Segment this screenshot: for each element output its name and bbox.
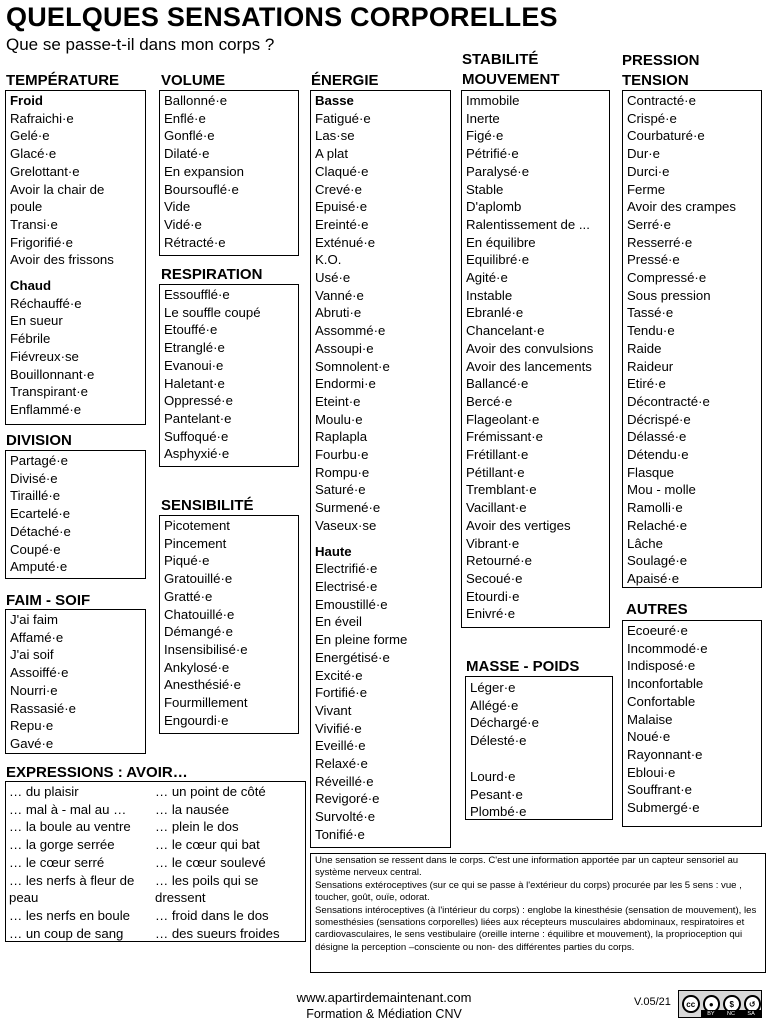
list-item: Assoiffé·e: [10, 665, 69, 681]
list-item: Soulagé·e: [627, 553, 688, 569]
list-item: Frigorifié·e: [10, 234, 74, 250]
list-item: Vivant: [315, 702, 352, 718]
expression-item: … le cœur soulevé: [155, 854, 266, 870]
list-item: Tassé·e: [627, 305, 674, 321]
list-item: Assommé·e: [315, 323, 386, 339]
expression-item: … du plaisir: [9, 784, 79, 799]
list-item: Stable: [466, 181, 504, 197]
list-item: Raplapla: [315, 429, 368, 445]
list-item: Las·se: [315, 128, 355, 144]
list-item: Délesté·e: [470, 733, 527, 749]
definition-note: [310, 853, 766, 973]
section-title-autres: AUTRES: [626, 601, 688, 618]
list-item: Assoupi·e: [315, 340, 374, 356]
autres-list: [627, 622, 758, 817]
list-item: Décrispé·e: [627, 411, 691, 427]
list-item: Sous pression: [627, 287, 711, 303]
masse-poids-box: [465, 676, 613, 820]
list-item: Inerte: [466, 110, 500, 126]
list-item: Vidé·e: [164, 216, 202, 232]
list-item: Vivifié·e: [315, 720, 362, 736]
list-item: Détendu·e: [627, 447, 689, 463]
list-item: Ankylosé·e: [164, 659, 230, 675]
expression-item: … des sueurs froides: [155, 925, 280, 941]
list-item: Avoir des frissons: [10, 252, 114, 268]
list-item: Ebloui·e: [627, 764, 676, 780]
list-item: Fortifié·e: [315, 685, 368, 701]
list-item: Ebranlé·e: [466, 305, 524, 321]
list-item: Bouillonnant·e: [10, 366, 95, 382]
list-item: Flasque: [627, 464, 674, 480]
list-item: Ballonné·e: [164, 93, 228, 108]
list-item: Plombé·e: [470, 804, 527, 820]
expression-item: … un coup de sang: [9, 925, 124, 941]
list-item: Excité·e: [315, 667, 363, 683]
expression-item: … la gorge serrée: [9, 837, 115, 853]
expression-item: … mal à - mal au …: [9, 801, 127, 817]
license-labels: [701, 1010, 761, 1017]
list-item: Resserré·e: [627, 234, 693, 250]
list-item: Moulu·e: [315, 411, 363, 427]
note-paragraph: Une sensation se ressent dans le corps. C'est une information apportée par un capteur sensoriel au système nerveux central.: [315, 855, 739, 879]
list-item: Vanné·e: [315, 287, 364, 303]
list-item: Figé·e: [466, 128, 504, 144]
list-item: Avoir des convulsions: [466, 340, 594, 356]
note-paragraph: Sensations intéroceptives (à l'intérieur du corps) : englobe la kinesthésie (sensation de mouvement), les somesthésies (sensations corporelles) liées aux récepteurs musculaires abdominaux, respiratoires et cardiovasculaires, le sens vestibulaire (oreille interne : équilibre et mouvement), la proprioception qui désigne la perception –consciente ou non- des différentes parties du corps.: [315, 904, 757, 953]
list-item: Vacillant·e: [466, 500, 527, 516]
cc-license-badge[interactable]: [678, 990, 762, 1018]
group-heading: Froid: [10, 93, 43, 108]
list-item: Equilibré·e: [466, 252, 530, 268]
faim-soif-box: [5, 609, 146, 754]
list-item: A plat: [315, 146, 348, 162]
temperature-box: [5, 90, 146, 425]
temperature-cold-list: [10, 110, 142, 269]
list-item: Léger·e: [470, 680, 516, 695]
list-item: Electrifié·e: [315, 561, 378, 577]
list-item: Chatouillé·e: [164, 606, 235, 622]
list-item: En éveil: [315, 614, 362, 630]
list-item: Souffrant·e: [627, 782, 693, 798]
list-item: Energétisé·e: [315, 649, 390, 665]
list-item: Exténué·e: [315, 234, 376, 250]
list-item: Inconfortable: [627, 676, 704, 692]
list-item: Evanoui·e: [164, 357, 224, 373]
group-heading: Haute: [315, 543, 352, 559]
expressions-box: [5, 781, 306, 942]
list-item: Fourbu·e: [315, 447, 369, 463]
list-item: Détaché·e: [10, 523, 71, 539]
list-item: Réchauffé·e: [10, 295, 82, 311]
list-item: Divisé·e: [10, 470, 58, 486]
list-item: En pleine forme: [315, 632, 408, 648]
section-title-sensibilite: SENSIBILITÉ: [161, 497, 254, 514]
list-item: Lourd·e: [470, 768, 516, 784]
stabilite-list: [466, 92, 606, 623]
expression-item: … la boule au ventre: [9, 819, 131, 835]
sharealike-icon: ↺: [744, 995, 762, 1013]
list-item: Indisposé·e: [627, 658, 696, 674]
list-item: Avoir des lancements: [466, 358, 592, 374]
list-item: Contracté·e: [627, 93, 696, 108]
list-item: Durci·e: [627, 163, 670, 179]
list-item: Rompu·e: [315, 464, 370, 480]
energie-basse-list: [315, 110, 447, 535]
group-heading: Chaud: [10, 278, 52, 294]
volume-list: [164, 92, 295, 251]
list-item: Gratté·e: [164, 588, 213, 604]
list-item: En sueur: [10, 313, 63, 329]
list-item: Mou - molle: [627, 482, 696, 498]
list-item: Gavé·e: [10, 735, 54, 751]
list-item: Crevé·e: [315, 181, 362, 197]
list-item: Abruti·e: [315, 305, 362, 321]
section-title-mouvement: MOUVEMENT: [462, 71, 560, 88]
expression-item: … les poils qui se dressent: [155, 872, 259, 906]
list-item: Glacé·e: [10, 146, 57, 162]
list-item: Tiraillé·e: [10, 488, 61, 504]
list-item: Compressé·e: [627, 270, 707, 286]
list-item: Grelottant·e: [10, 163, 80, 179]
list-item: Délassé·e: [627, 429, 687, 445]
list-item: Bercé·e: [466, 393, 513, 409]
list-item: Amputé·e: [10, 559, 68, 575]
list-item: Boursouflé·e: [164, 181, 239, 197]
pression-list: [627, 92, 758, 588]
list-item: Asphyxié·e: [164, 446, 230, 462]
list-item: Insensibilisé·e: [164, 641, 248, 657]
page-subtitle: Que se passe-t-il dans mon corps ?: [6, 35, 275, 54]
list-item: Etranglé·e: [164, 340, 225, 356]
list-item: Pincement: [164, 535, 227, 551]
list-item: K.O.: [315, 252, 342, 268]
section-title-stabilite: STABILITÉ: [462, 51, 539, 68]
list-item: Fourmillement: [164, 695, 248, 711]
list-item: Lâche: [627, 535, 663, 551]
expression-item: … les nerfs à fleur de peau: [9, 872, 135, 906]
section-title-faim-soif: FAIM - SOIF: [6, 592, 91, 609]
list-item: Transpirant·e: [10, 384, 88, 400]
list-item: Eteint·e: [315, 393, 361, 409]
list-item: Le souffle coupé: [164, 304, 261, 320]
list-item: Survolté·e: [315, 809, 376, 825]
respiration-list: [164, 286, 295, 463]
license-label-by: BY: [707, 1010, 715, 1017]
list-item: Ralentissement de ...: [466, 216, 590, 232]
list-item: Fébrile: [10, 331, 51, 347]
page-title: QUELQUES SENSATIONS CORPORELLES: [6, 2, 558, 32]
list-item: J'ai faim: [10, 612, 58, 627]
list-item: Transi·e: [10, 216, 58, 232]
list-item: Retourné·e: [466, 553, 532, 569]
list-item: Usé·e: [315, 270, 351, 286]
division-list: [10, 452, 142, 576]
list-item: Secoué·e: [466, 570, 523, 586]
list-item: Nourri·e: [10, 682, 58, 698]
list-item: Essoufflé·e: [164, 287, 230, 302]
footer-website-link[interactable]: www.apartirdemaintenant.com: [296, 990, 472, 1005]
list-item: Claqué·e: [315, 163, 369, 179]
license-label-sa: SA: [747, 1010, 755, 1017]
section-title-energie: ÉNERGIE: [311, 72, 379, 89]
list-item: Partagé·e: [10, 453, 68, 468]
list-item: Engourdi·e: [164, 712, 229, 728]
list-item: Paralysé·e: [466, 163, 530, 179]
list-item: Immobile: [466, 93, 520, 108]
list-item: Chancelant·e: [466, 323, 545, 339]
list-item: Piqué·e: [164, 553, 210, 569]
list-item: Enivré·e: [466, 606, 516, 622]
list-item: Raide: [627, 340, 662, 356]
creative-commons-icon: cc: [682, 995, 700, 1013]
list-item: Gonflé·e: [164, 128, 215, 144]
list-item: Avoir la chair de poule: [10, 181, 105, 215]
list-item: Avoir des crampes: [627, 199, 736, 215]
expressions-col-2: [155, 783, 303, 942]
list-item: Ferme: [627, 181, 666, 197]
section-title-tension: TENSION: [622, 72, 689, 89]
list-item: Ramolli·e: [627, 500, 683, 516]
list-item: Enflammé·e: [10, 401, 82, 417]
list-item: Tendu·e: [627, 323, 675, 339]
list-item: Tremblant·e: [466, 482, 537, 498]
section-title-respiration: RESPIRATION: [161, 266, 263, 283]
list-item: Etiré·e: [627, 376, 666, 392]
expression-item: … froid dans le dos: [155, 907, 269, 923]
list-item: Rafraichi·e: [10, 110, 74, 126]
list-item: Oppressé·e: [164, 393, 233, 409]
license-label-nc: NC: [727, 1010, 735, 1017]
list-item: En expansion: [164, 163, 244, 179]
list-item: Somnolent·e: [315, 358, 390, 374]
list-item: Surmené·e: [315, 500, 381, 516]
sensibilite-box: [159, 515, 299, 734]
noncommercial-icon: $: [723, 995, 741, 1013]
temperature-hot-list: [10, 295, 142, 419]
list-item: Ereinté·e: [315, 216, 369, 232]
list-item: Serré·e: [627, 216, 671, 232]
list-item: Haletant·e: [164, 375, 225, 391]
list-item: Coupé·e: [10, 541, 61, 557]
list-item: Frétillant·e: [466, 447, 529, 463]
section-title-pression: PRESSION: [622, 52, 700, 69]
list-item: Gelé·e: [10, 128, 50, 144]
list-item: Ecartelé·e: [10, 506, 71, 522]
sensibilite-list: [164, 517, 295, 729]
list-item: Réveillé·e: [315, 773, 374, 789]
list-item: Agité·e: [466, 270, 508, 286]
list-item: Fatigué·e: [315, 110, 371, 126]
list-item: Endormi·e: [315, 376, 376, 392]
list-item: Pétillant·e: [466, 464, 525, 480]
list-item: Pesant·e: [470, 786, 523, 802]
list-item: Confortable: [627, 693, 696, 709]
list-item: Submergé·e: [627, 800, 700, 816]
stabilite-box: [461, 90, 610, 628]
list-item: Apaisé·e: [627, 570, 680, 586]
list-item: Incommodé·e: [627, 640, 708, 656]
list-item: Crispé·e: [627, 110, 677, 126]
list-item: Fiévreux·se: [10, 348, 79, 364]
note-paragraph: Sensations extéroceptives (sur ce qui se passe à l'extérieur du corps) procurée par les 5 sens : vue , toucher, goût, ouïe, odorat.: [315, 879, 742, 904]
list-item: Noué·e: [627, 729, 671, 745]
list-item: D'aplomb: [466, 199, 522, 215]
expression-item: … le cœur qui bat: [155, 837, 260, 853]
list-item: Revigoré·e: [315, 791, 380, 807]
list-item: Suffoqué·e: [164, 428, 229, 444]
expressions-col-1: [9, 783, 154, 942]
footer-tagline: Formation & Médiation CNV: [306, 1007, 462, 1021]
expression-item: … le cœur serré: [9, 854, 105, 870]
list-item: Pantelant·e: [164, 410, 232, 426]
list-item: Décontracté·e: [627, 393, 710, 409]
list-item: Avoir des vertiges: [466, 517, 571, 533]
section-title-temperature: TEMPÉRATURE: [6, 72, 120, 89]
list-item: Malaise: [627, 711, 673, 727]
list-item: Démangé·e: [164, 624, 233, 640]
list-item: Ballancé·e: [466, 376, 529, 392]
list-item: Vide: [164, 199, 191, 215]
energie-box: [310, 90, 451, 848]
section-title-volume: VOLUME: [161, 72, 226, 89]
list-item: Picotement: [164, 518, 230, 533]
respiration-box: [159, 284, 299, 467]
list-item: Etourdi·e: [466, 588, 520, 604]
energie-haute-list: [315, 560, 447, 843]
list-item: Enflé·e: [164, 110, 206, 126]
list-item: Raideur: [627, 358, 674, 374]
section-title-expressions: EXPRESSIONS : AVOIR…: [6, 764, 188, 781]
list-item: J'ai soif: [10, 647, 54, 663]
list-item: Pressé·e: [627, 252, 680, 268]
list-item: Etouffé·e: [164, 322, 218, 338]
list-item: Affamé·e: [10, 629, 64, 645]
list-item: Flageolant·e: [466, 411, 540, 427]
autres-box: [622, 620, 762, 827]
pression-box: [622, 90, 762, 588]
list-item: Déchargé·e: [470, 715, 539, 731]
list-item: Instable: [466, 287, 513, 303]
faim-soif-list: [10, 611, 142, 753]
list-item: Rassasié·e: [10, 700, 76, 716]
division-box: [5, 450, 146, 579]
list-item: Ecoeuré·e: [627, 623, 688, 638]
list-item: Frémissant·e: [466, 429, 543, 445]
list-item: Repu·e: [10, 718, 54, 734]
list-item: Relaxé·e: [315, 756, 368, 772]
list-item: Anesthésié·e: [164, 677, 241, 693]
list-item: Dur·e: [627, 146, 660, 162]
expression-item: … les nerfs en boule: [9, 907, 130, 923]
list-item: Dilaté·e: [164, 146, 210, 162]
list-item: Vibrant·e: [466, 535, 520, 551]
expression-item: … plein le dos: [155, 819, 239, 835]
group-heading: Basse: [315, 93, 354, 108]
expression-item: … un point de côté: [155, 784, 266, 799]
list-item: Saturé·e: [315, 482, 366, 498]
section-title-division: DIVISION: [6, 432, 72, 449]
masse-heavy-list: [470, 768, 609, 820]
list-item: Emoustillé·e: [315, 596, 388, 612]
volume-box: [159, 90, 299, 256]
section-title-masse-poids: MASSE - POIDS: [466, 658, 580, 675]
list-item: Electrisé·e: [315, 578, 378, 594]
list-item: Rétracté·e: [164, 234, 226, 250]
list-item: Pétrifié·e: [466, 146, 519, 162]
list-item: Relaché·e: [627, 517, 688, 533]
expression-item: … la nausée: [155, 801, 230, 817]
masse-light-list: [470, 679, 609, 750]
list-item: Allégé·e: [470, 697, 519, 713]
list-item: Vaseux·se: [315, 517, 377, 533]
list-item: Epuisé·e: [315, 199, 368, 215]
list-item: Eveillé·e: [315, 738, 366, 754]
list-item: Rayonnant·e: [627, 746, 703, 762]
list-item: En équilibre: [466, 234, 536, 250]
list-item: Courbaturé·e: [627, 128, 705, 144]
list-item: Tonifié·e: [315, 826, 365, 842]
version-label: V.05/21: [634, 996, 671, 1008]
list-item: Gratouillé·e: [164, 571, 233, 587]
attribution-icon: ●: [703, 995, 721, 1013]
